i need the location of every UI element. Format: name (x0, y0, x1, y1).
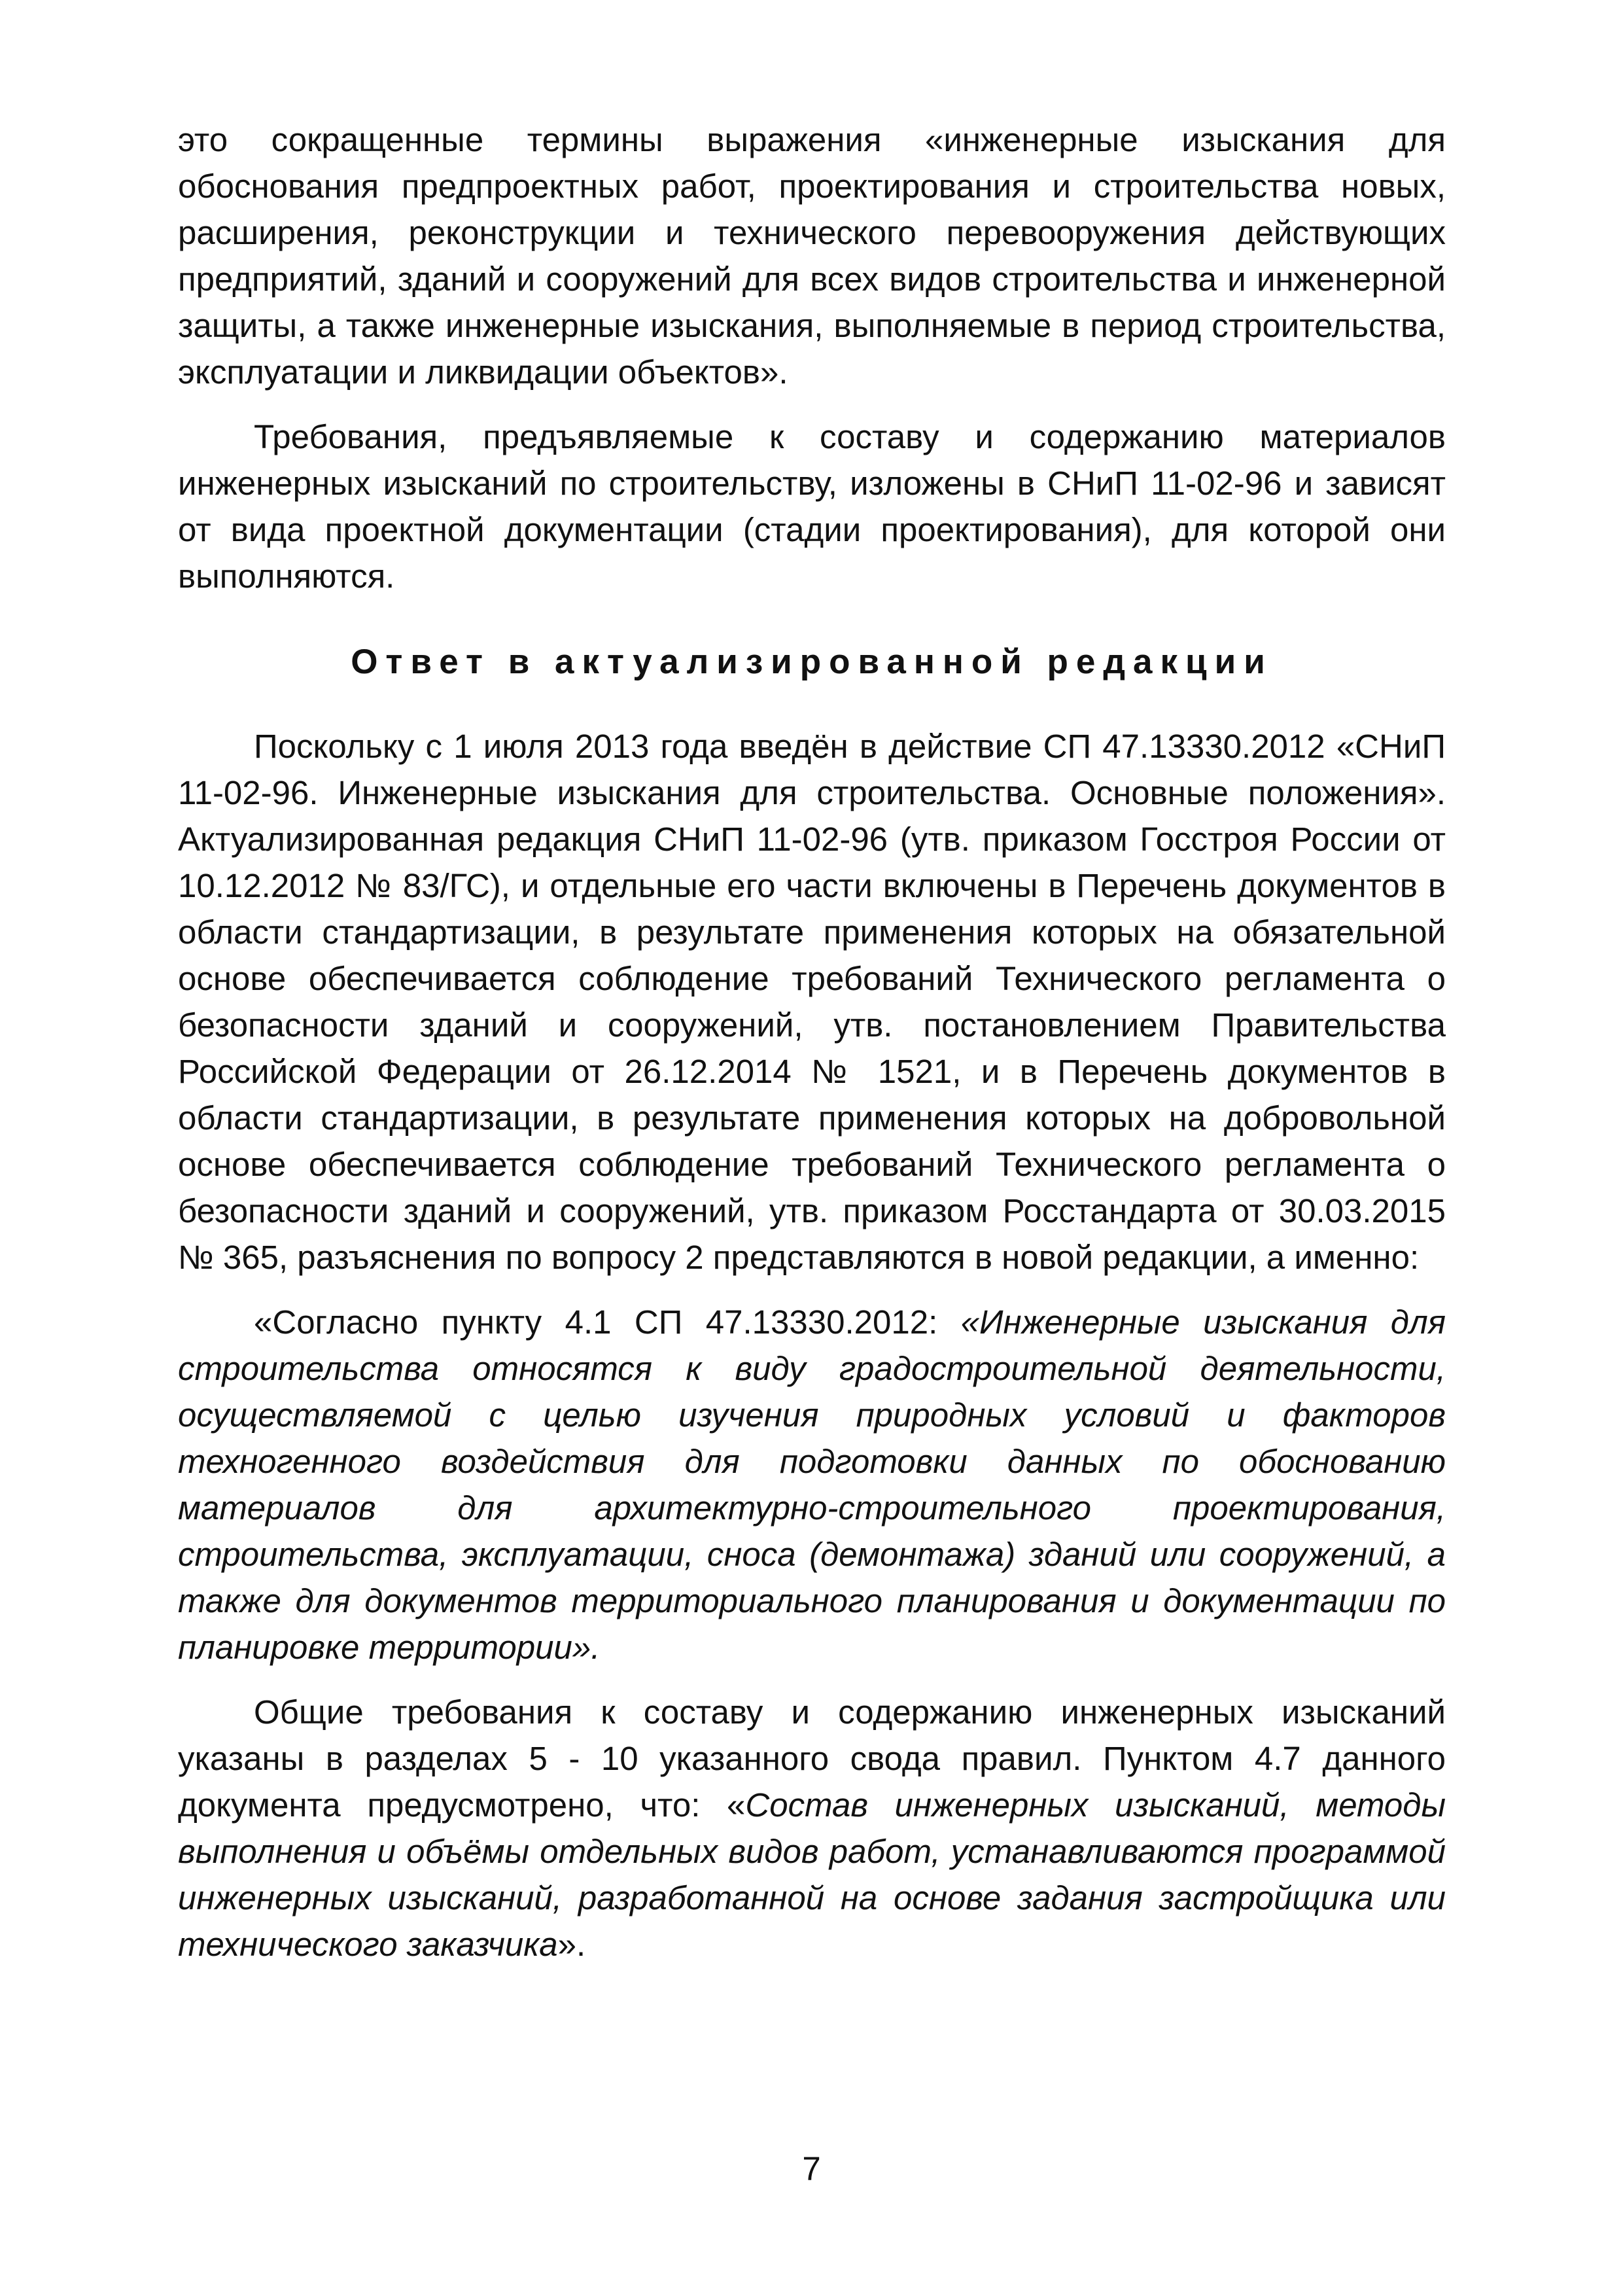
clause-4-7-lead: Общие требования к составу и содержанию инженерных изысканий указаны в разделах 5 - 10 указанного свода правил. Пунктом 4.7 данного документа предусмотрено, что: « (178, 1693, 1446, 1824)
paragraph-clause-4-7 (178, 1689, 1446, 1968)
document-body (178, 116, 1446, 1968)
paragraph-terms-definition: это сокращенные термины выражения «инженерные изыскания для обоснования предпроектных работ, проектирования и строительства новых, расширения, реконструкции и технического перевооружения действующих предприятий, зданий и сооружений для всех видов строительства и инженерной защиты, а также инженерные изыскания, выполняемые в период строительства, эксплуатации и ликвидации объектов». (178, 121, 1446, 391)
paragraph-updated-answer: Поскольку с 1 июля 2013 года введён в действие СП 47.13330.2012 «СНиП 11-02-96. Инженерные изыскания для строительства. Основные положения». Актуализированная редакция СНиП 11-02-96 (утв. приказом Госстроя России от 10.12.2012 № 83/ГС), и отдельные его части включены в Перечень документов в области стандартизации, в результате применения которых на обязательной основе обеспечивается соблюдение требований Технического регламента о безопасности зданий и сооружений, утв. постановлением Правительства Российской Федерации от 26.12.2014 № 1521, и в Перечень документов в области стандартизации, в результате применения которых на добровольной основе обеспечивается соблюдение требований Технического регламента о безопасности зданий и сооружений, утв. приказом Росстандарта от 30.03.2015 № 365, разъяснения по вопросу 2 представляются в новой редакции, а именно: (178, 728, 1446, 1276)
clause-4-1-lead: «Согласно пункту 4.1 СП 47.13330.2012: (254, 1303, 961, 1341)
clause-4-1-quote: «Инженерные изыскания для строительства относятся к виду градостроительной деятельности, осуществляемой с целью изучения природных условий и факторов техногенного воздействия для подготовки данных по обоснованию материалов для архитектурно-строительного проектирования, строительства, эксплуатации, сноса (демонтажа) зданий или сооружений, а также для документов территориального планирования и документации по планировке территории». (178, 1303, 1446, 1666)
paragraph-clause-4-1 (178, 1299, 1446, 1670)
page-number: 7 (802, 2150, 821, 2187)
clause-4-7-quote: Состав инженерных изысканий, методы выполнения и объёмы отдельных видов работ, устанавливаются программой инженерных изысканий, разработанной на основе задания застройщика или технического заказчика (178, 1786, 1446, 1963)
section-heading: Ответ в актуализированной редакции (351, 643, 1273, 681)
paragraph-requirements: Требования, предъявляемые к составу и содержанию материалов инженерных изысканий по строительству, изложены в СНиП 11-02-96 и зависят от вида проектной документации (стадии проектирования), для которой они выполняются. (178, 418, 1446, 595)
clause-4-7-end: ». (557, 1926, 586, 1963)
